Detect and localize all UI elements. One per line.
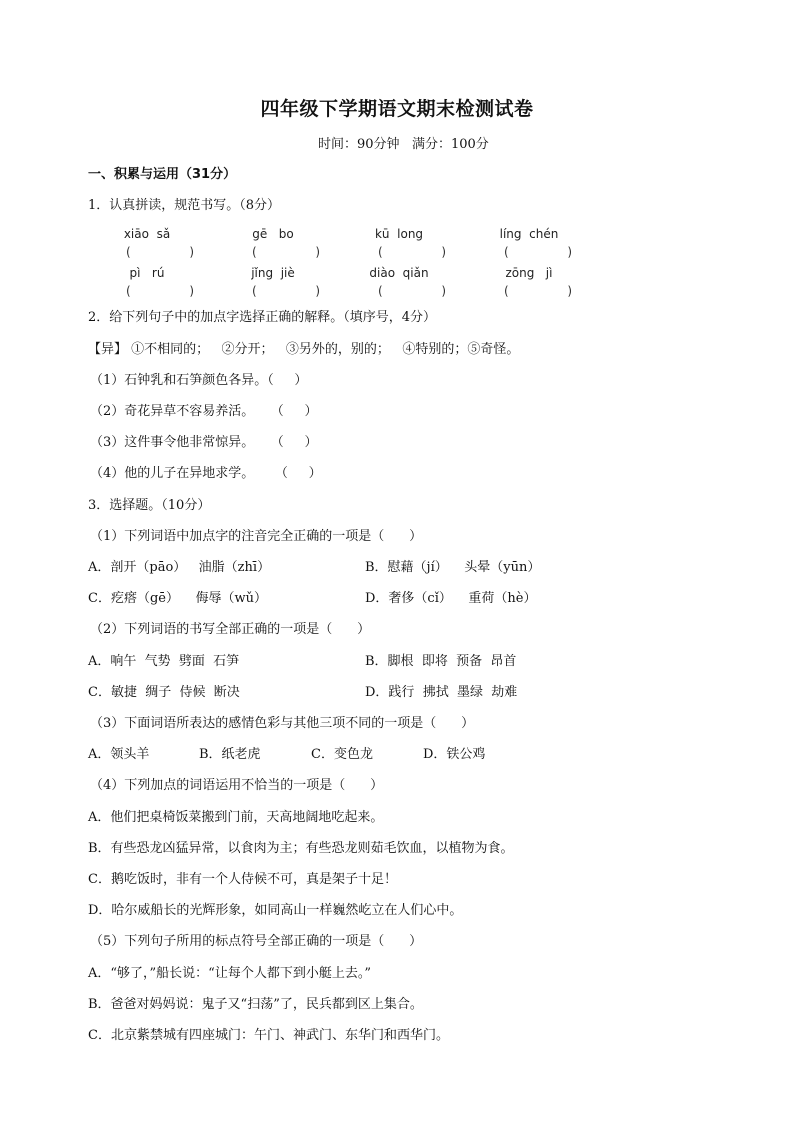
- answer-box[interactable]: [504, 245, 572, 259]
- section-heading: 一、积累与运用（31分）: [88, 167, 237, 182]
- answer-box[interactable]: [378, 245, 446, 259]
- option-b: B．有些恐龙凶猛异常，以食肉为主；有些恐龙则茹毛饮血，以植物为食。: [88, 841, 514, 856]
- option-c: C．北京紫禁城有四座城门：午门、神武门、东华门和西华门。: [88, 1028, 449, 1043]
- definition-list: 【异】 ①不相同的； ②分开； ③另外的，别的； ④特别的；⑤奇怪。: [88, 342, 520, 357]
- paren-open: (: [126, 284, 131, 298]
- q2-item: （3）这件事令他非常惊异。 （ ）: [90, 435, 318, 450]
- option-b: B．慰藉（jí） 头晕（yūn）: [365, 560, 541, 575]
- question-3-prompt: 3．选择题。（10分）: [88, 498, 211, 513]
- option-a: A．剖开（pāo） 油脂（zhī）: [88, 560, 271, 575]
- paren-open: (: [378, 245, 383, 259]
- paren-open: (: [504, 284, 509, 298]
- option-c: C．敏捷 绸子 侍候 断决: [88, 685, 240, 700]
- option-c: C．鹅吃饭时，非有一个人侍候不可，真是架子十足！: [88, 872, 397, 887]
- q2-item: （2）奇花异草不容易养活。 （ ）: [90, 404, 318, 419]
- q3-sub1-prompt: （1）下列词语中加点字的注音完全正确的一项是（ ）: [90, 529, 423, 544]
- option-a: A．响午 气势 劈面 石笋: [88, 654, 240, 669]
- pinyin-label: pì rú: [129, 266, 165, 280]
- option-a: A．“够了，”船长说：“让每个人都下到小艇上去。”: [88, 966, 371, 981]
- paren-close: ): [567, 245, 572, 259]
- pinyin-label: jǐng jiè: [251, 266, 295, 280]
- option-b: B．脚根 即将 预备 昂首: [365, 654, 517, 669]
- option-d: D．践行 拂拭 墨绿 劫难: [365, 685, 518, 700]
- paren-close: ): [315, 284, 320, 298]
- answer-box[interactable]: [126, 245, 194, 259]
- exam-info: 时间：90分钟 满分：100分: [318, 137, 489, 152]
- q2-item: （1）石钟乳和石笋颜色各异。（ ）: [90, 373, 308, 388]
- paren-open: (: [252, 284, 257, 298]
- paren-open: (: [378, 284, 383, 298]
- paren-open: (: [252, 245, 257, 259]
- pinyin-label: líng chén: [499, 227, 559, 241]
- pinyin-label: zōng jì: [505, 266, 553, 280]
- answer-box[interactable]: [252, 245, 320, 259]
- option-c: C．变色龙: [311, 747, 373, 762]
- pinyin-label: diào qiǎn: [369, 266, 429, 280]
- q3-sub3-prompt: （3）下面词语所表达的感情色彩与其他三项不同的一项是（ ）: [90, 716, 475, 731]
- option-c: C．疙瘩（gē） 侮辱（wǔ）: [88, 591, 267, 606]
- option-d: D．铁公鸡: [423, 747, 486, 762]
- paren-close: ): [189, 245, 194, 259]
- question-1-prompt: 1．认真拼读，规范书写。（8分）: [88, 198, 281, 213]
- option-b: B．爸爸对妈妈说：鬼子又“扫荡”了，民兵都到区上集合。: [88, 997, 423, 1012]
- option-d: D．哈尔威船长的光辉形象，如同高山一样巍然屹立在人们心中。: [88, 903, 463, 918]
- paren-close: ): [189, 284, 194, 298]
- option-b: B．纸老虎: [199, 747, 261, 762]
- q3-sub2-prompt: （2）下列词语的书写全部正确的一项是（ ）: [90, 622, 371, 637]
- pinyin-label: kū long: [374, 227, 424, 241]
- question-2-prompt: 2．给下列句子中的加点字选择正确的解释。（填序号，4分）: [88, 310, 437, 325]
- answer-box[interactable]: [252, 284, 320, 298]
- option-a: A．他们把桌椅饭菜搬到门前，天高地阔地吃起来。: [88, 810, 384, 825]
- paren-close: ): [441, 245, 446, 259]
- paren-open: (: [504, 245, 509, 259]
- answer-box[interactable]: [378, 284, 446, 298]
- paren-close: ): [567, 284, 572, 298]
- q2-item: （4）他的儿子在异地求学。 （ ）: [90, 466, 322, 481]
- pinyin-label: xiāo sǎ: [123, 227, 171, 241]
- answer-box[interactable]: [504, 284, 572, 298]
- q3-sub5-prompt: （5）下列句子所用的标点符号全部正确的一项是（ ）: [90, 934, 423, 949]
- paren-close: ): [315, 245, 320, 259]
- q3-sub4-prompt: （4）下列加点的词语运用不恰当的一项是（ ）: [90, 778, 384, 793]
- paren-close: ): [441, 284, 446, 298]
- paren-open: (: [126, 245, 131, 259]
- option-a: A．领头羊: [88, 747, 150, 762]
- answer-box[interactable]: [126, 284, 194, 298]
- option-d: D．奢侈（cǐ） 重荷（hè）: [365, 591, 537, 606]
- document-title: 四年级下学期语文期末检测试卷: [260, 98, 534, 120]
- pinyin-label: gē bo: [252, 227, 294, 241]
